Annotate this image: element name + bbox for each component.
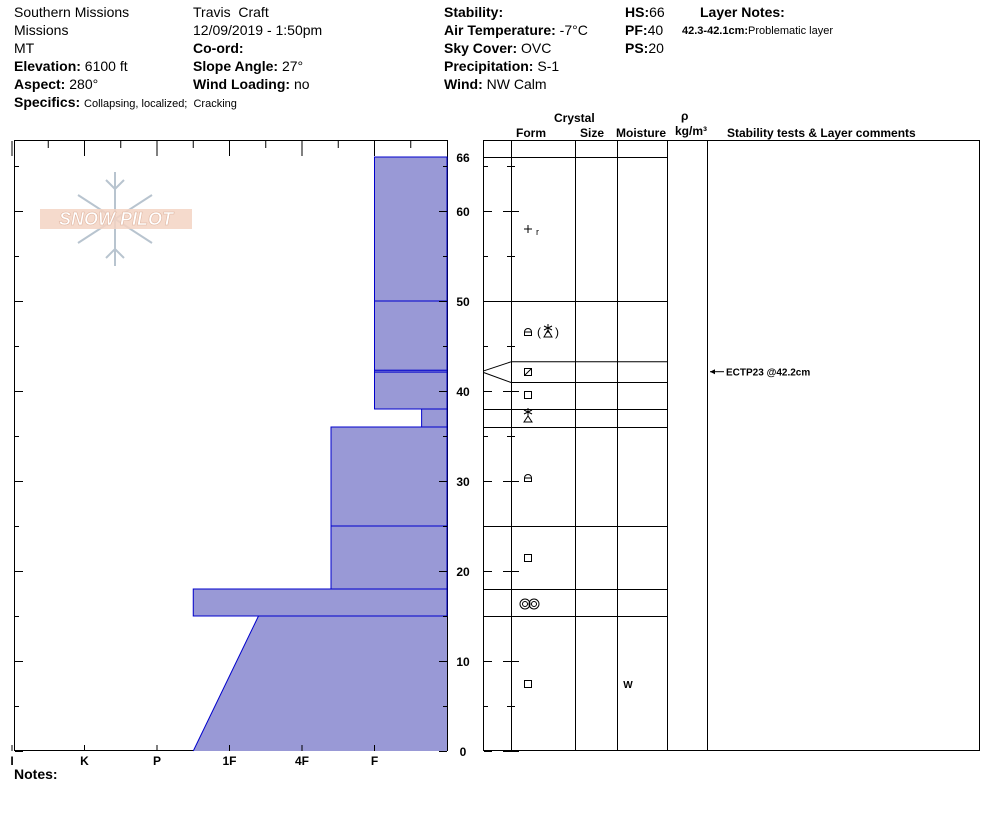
- coord-label: Co-ord:: [193, 40, 244, 56]
- elevation-value: 6100 ft: [84, 58, 128, 74]
- melt-freeze-icon: [520, 599, 539, 609]
- state-name: MT: [14, 40, 35, 56]
- arrow-head-icon: [710, 369, 715, 374]
- rounded-faceted-icon: [525, 475, 532, 482]
- hardness-layer: [422, 409, 447, 427]
- hardness-tick-label: 1F: [222, 754, 237, 768]
- near-surface-facet-icon: [525, 369, 532, 376]
- logo-text: SNOW PILOT: [59, 209, 173, 229]
- sky-cover-label: Sky Cover:: [444, 40, 518, 56]
- specifics-value: Collapsing, localized; Cracking: [84, 98, 237, 110]
- sky-cover-value: OVC: [521, 40, 552, 56]
- depth-tick-label: 20: [456, 565, 470, 579]
- hardness-tick-label: 4F: [294, 754, 310, 768]
- faceted-crystal-icon: [525, 555, 532, 562]
- hardness-tick-label: F: [370, 754, 379, 768]
- depth-tick-label: 40: [456, 385, 470, 399]
- col-density-unit: kg/m³: [675, 124, 708, 138]
- wind-value: NW Calm: [486, 76, 547, 92]
- slope-angle-label: Slope Angle:: [193, 58, 279, 74]
- decomposing-fragments-icon: [524, 225, 539, 237]
- observation-datetime: 12/09/2019 - 1:50pm: [193, 22, 323, 38]
- air-temperature-label: Air Temperature:: [444, 22, 556, 38]
- hardness-layer: [375, 301, 448, 370]
- precipitation-value: S-1: [537, 58, 560, 74]
- hardness-layer: [331, 427, 447, 526]
- elevation-label: Elevation:: [14, 58, 81, 74]
- area-name: Missions: [14, 22, 69, 38]
- pf-value: 40: [647, 22, 664, 38]
- slope-angle-value: 27°: [281, 58, 304, 74]
- layer-connector: [484, 362, 511, 371]
- hardness-top-ticks: [12, 141, 411, 156]
- layer-note-range: 42.3-42.1cm:: [682, 25, 749, 37]
- hardness-layers: [193, 157, 447, 751]
- depth-tick-label: 66: [456, 151, 470, 165]
- depth-tick-label: 50: [456, 295, 470, 309]
- col-moisture: Moisture: [616, 126, 667, 140]
- observer-name: Travis Craft: [193, 4, 269, 20]
- air-temperature-value: -7°C: [559, 22, 588, 38]
- col-form: Form: [516, 126, 546, 140]
- depth-hoar-icon: [524, 408, 532, 422]
- depth-tick-label: 0: [459, 745, 467, 759]
- col-crystal: Crystal: [554, 111, 595, 125]
- layer-connector: [484, 373, 511, 383]
- svg-text:r: r: [536, 227, 539, 237]
- aspect-value: 280°: [69, 76, 99, 92]
- snowpilot-logo: [40, 172, 192, 266]
- layer-notes-label: Layer Notes:: [700, 4, 785, 20]
- hardness-layer: [375, 157, 448, 301]
- hardness-tick-label: K: [80, 754, 89, 768]
- col-size: Size: [580, 126, 605, 140]
- svg-text:(: (: [537, 325, 541, 339]
- depth-tick-label: 30: [456, 475, 470, 489]
- col-rho: ρ: [681, 109, 689, 123]
- wind-loading-value: no: [293, 76, 310, 92]
- svg-text:): ): [555, 325, 559, 339]
- hardness-tick-label: I: [10, 754, 14, 768]
- stability-label: Stability:: [444, 4, 504, 20]
- depth-tick-label: 10: [456, 655, 470, 669]
- aspect-label: Aspect:: [14, 76, 66, 92]
- stability-test-label: ECTP23 @42.2cm: [726, 367, 811, 379]
- hardness-layer: [193, 589, 447, 616]
- stability-tests: [710, 368, 810, 379]
- hardness-tick-label: P: [152, 754, 162, 768]
- col-stability: Stability tests & Layer comments: [727, 126, 916, 140]
- ps-label: PS:: [625, 40, 649, 56]
- range-name: Southern Missions: [14, 4, 130, 20]
- faceted-crystal-icon: [525, 392, 532, 399]
- hardness-layer: [193, 616, 447, 751]
- layer-note-text: Problematic layer: [748, 25, 834, 37]
- faceted-crystal-icon: [525, 681, 532, 688]
- wind-label: Wind:: [444, 76, 483, 92]
- rounded-faceted-with-depth-hoar-icon: [525, 324, 560, 339]
- moisture-value: W: [623, 680, 633, 691]
- hs-value: 66: [649, 4, 665, 20]
- hardness-layer: [375, 372, 448, 409]
- ps-value: 20: [648, 40, 664, 56]
- hardness-layer: [331, 526, 447, 589]
- wind-loading-label: Wind Loading:: [193, 76, 291, 92]
- notes-label: Notes:: [14, 766, 58, 782]
- pf-label: PF:: [625, 22, 648, 38]
- specifics-label: Specifics:: [14, 94, 81, 110]
- layer-table-frame: [484, 141, 980, 751]
- precipitation-label: Precipitation:: [444, 58, 534, 74]
- depth-tick-label: 60: [456, 205, 470, 219]
- hs-label: HS:: [625, 4, 650, 20]
